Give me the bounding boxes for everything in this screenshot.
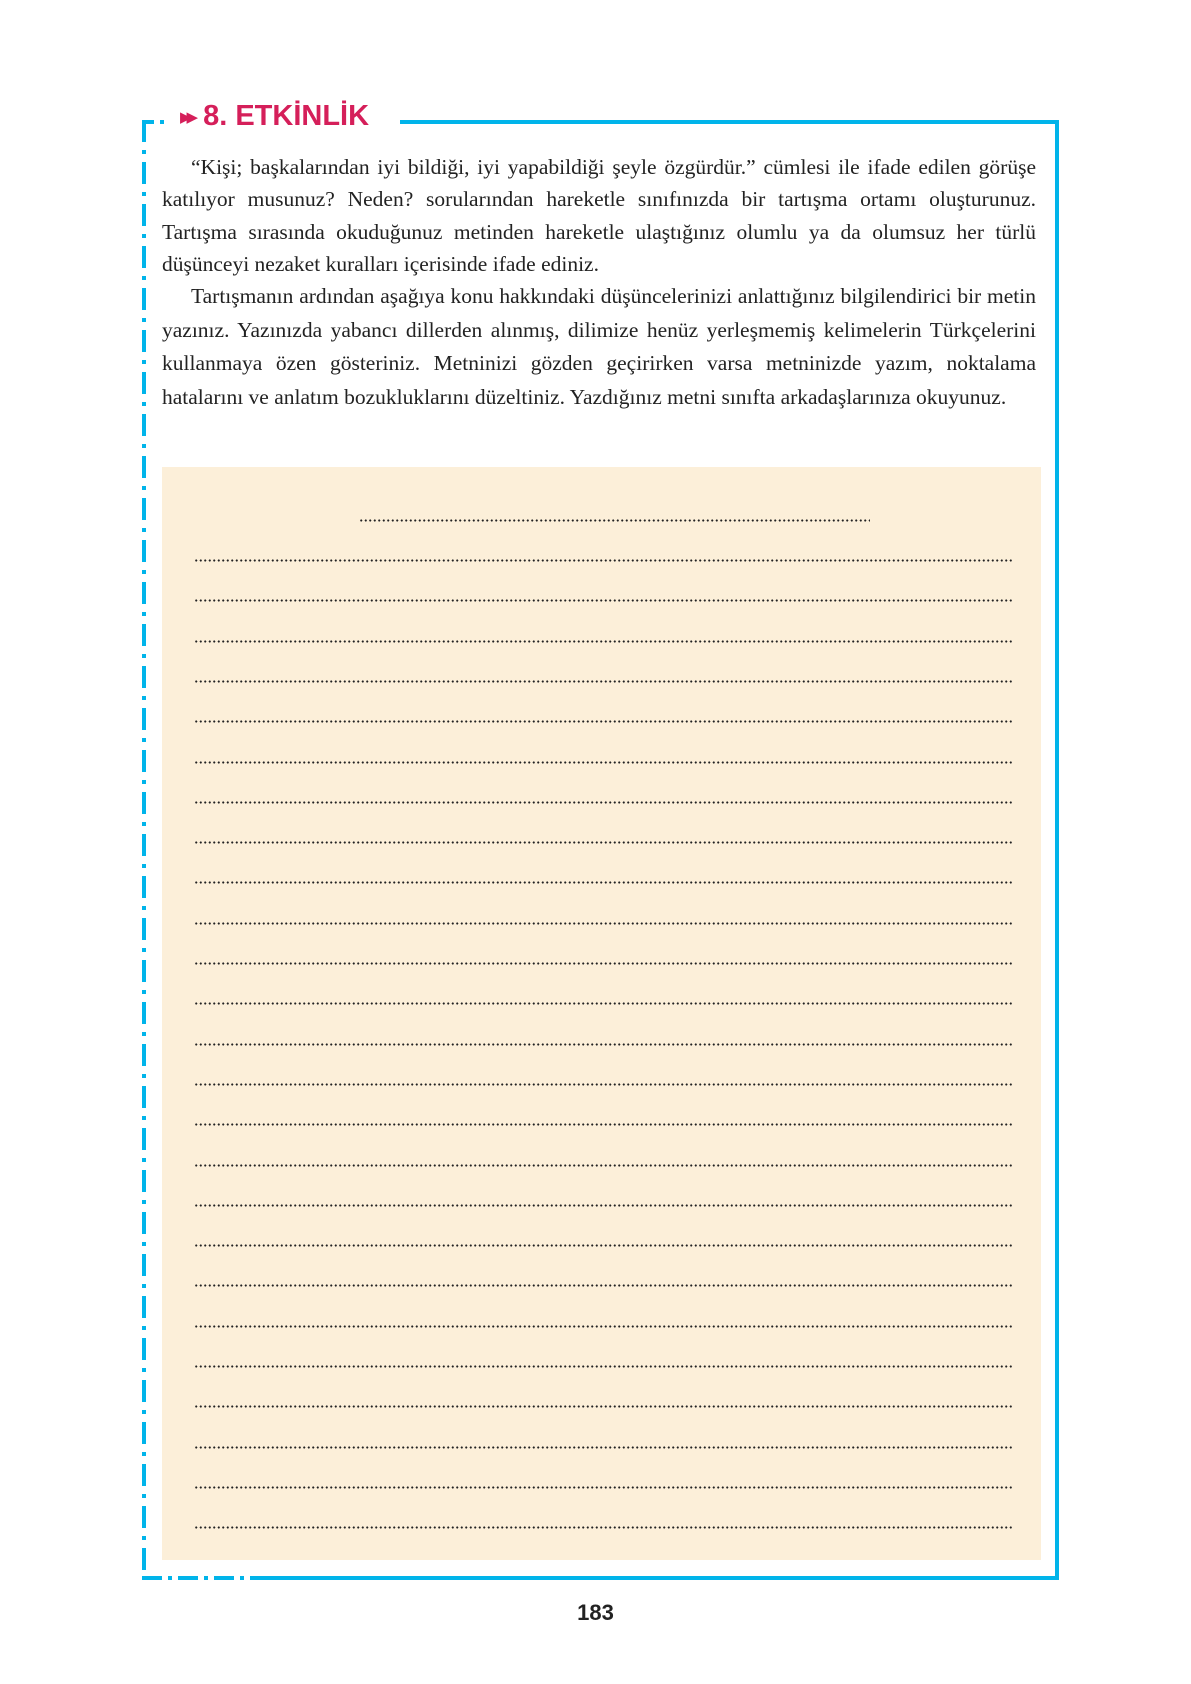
- writing-line[interactable]: [194, 559, 1013, 562]
- writing-line[interactable]: [194, 1325, 1013, 1328]
- writing-line[interactable]: [194, 599, 1013, 602]
- writing-line[interactable]: [194, 922, 1013, 925]
- activity-title: 8. ETKİNLİK: [203, 100, 370, 132]
- frame-left-dashed-border: [142, 120, 146, 1580]
- frame-bottom-border: [250, 1576, 1059, 1580]
- writing-line[interactable]: [194, 1365, 1013, 1368]
- writing-area[interactable]: [162, 467, 1041, 1560]
- activity-heading: [180, 100, 369, 133]
- writing-line[interactable]: [194, 1446, 1013, 1449]
- writing-line[interactable]: [194, 841, 1013, 844]
- writing-line[interactable]: [194, 761, 1013, 764]
- frame-top-dashed-border: [142, 120, 170, 124]
- writing-line[interactable]: [194, 1083, 1013, 1086]
- page-number: 183: [577, 1600, 614, 1625]
- writing-line[interactable]: [194, 1002, 1013, 1005]
- frame-top-border: [400, 120, 1059, 124]
- writing-line[interactable]: [194, 801, 1013, 804]
- writing-line[interactable]: [194, 962, 1013, 965]
- double-chevron-right-icon: ▶▶: [180, 107, 194, 126]
- writing-line[interactable]: [194, 640, 1013, 643]
- instruction-paragraph: “Kişi; başkalarından iyi bildiği, iyi yapabildiği şeyle özgürdür.” cümlesi ile ifade edilen görüşe katılıyor musunuz? Neden? sorularından hareketle sınıfınızda bir tartışma ortamı oluşturunuz. Tartışma sırasında okuduğunuz metinden hareketle ulaştığınız olumlu ya da olumsuz her türlü düşünceyi nezaket kuralları içerisinde ifade ediniz.: [162, 155, 1036, 276]
- writing-line[interactable]: [194, 1405, 1013, 1408]
- writing-line[interactable]: [194, 1204, 1013, 1207]
- writing-line[interactable]: [194, 1526, 1013, 1529]
- writing-line[interactable]: [194, 720, 1013, 723]
- instruction-paragraph: Tartışmanın ardından aşağıya konu hakkındaki düşüncelerinizi anlattığınız bilgilendirici bir metin yazınız. Yazınızda yabancı dillerden alınmış, dilimize henüz yerleşmemiş kelimelerin Türkçelerini kullanmaya özen gösteriniz. Metninizi gözden geçirirken varsa metninizde yazım, noktalama hatalarını ve anlatım bozukluklarını düzeltiniz. Yazdığınız metni sınıfta arkadaşlarınıza okuyunuz.: [162, 284, 1036, 409]
- frame-bottom-dashed-border: [142, 1576, 250, 1580]
- activity-instructions: [162, 151, 1036, 415]
- writing-line[interactable]: [194, 1164, 1013, 1167]
- writing-line[interactable]: [194, 881, 1013, 884]
- writing-line[interactable]: [194, 1043, 1013, 1046]
- writing-title-line[interactable]: [359, 519, 870, 522]
- writing-line[interactable]: [194, 1486, 1013, 1489]
- writing-line[interactable]: [194, 1123, 1013, 1126]
- frame-right-border: [1055, 120, 1059, 1580]
- writing-line[interactable]: [194, 1284, 1013, 1287]
- writing-line[interactable]: [194, 680, 1013, 683]
- writing-line[interactable]: [194, 1244, 1013, 1247]
